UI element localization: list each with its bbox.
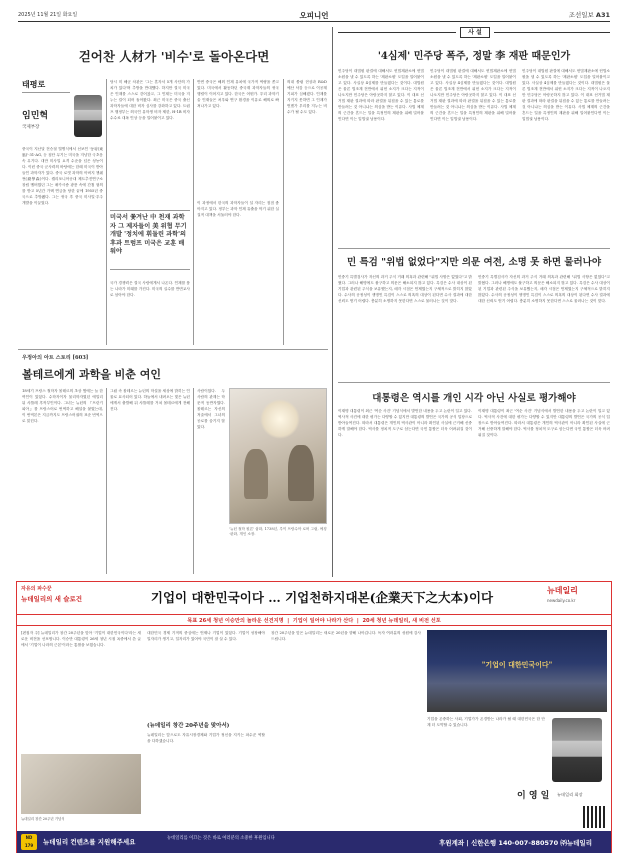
- ad-logo: [547, 585, 607, 609]
- editorial1-body-a: 민주당이 대법원 판결에 대해서도 헌법재판소에 헌법소원을 낼 수 있도록 하는 '재판소원' 도입을 밀어붙이고 있다. 사실상 4심제를 만들겠다는 것이다. 대법원은 물론 법조계 전반에서 위헌 소지가 크다는 지적이 나오지만 민주당은 아랑곳하지 않고 있다. 이 대표 선거법 재판 결과에 따라 판결을 뒤집을 수 있는 통로를 만들려는 것 아니냐는 의심을 받는 이유다. 사법 체계의 근간을 흔드는 일을 특정인의 재판을 위해 밀어붙인다면 이는 입법권 남용이다.: [338, 69, 424, 121]
- column-label: 태평로: [22, 79, 46, 89]
- art-illustration: [229, 388, 327, 524]
- ad-subheads: 목표 26세 청년 이승만의 놀라운 선견지명 | 기업이 일어야 나라가 산다 | 20세 청년 뉴데일리, 새 비전 선포: [17, 614, 611, 626]
- nd-badge-number: 179: [24, 843, 34, 848]
- art-title: 볼테르에게 과학을 비춘 여인: [22, 368, 161, 381]
- column-body-5: 국가 경쟁력은 결국 사람에게서 나온다. 인재를 품는 나라가 미래를 가진다. 미국의 실수를 반면교사로 삼아야 한다.: [110, 281, 190, 297]
- editorial1-body-b: 민주당이 대법원 판결에 대해서도 헌법재판소에 헌법소원을 낼 수 있도록 하는 '재판소원' 도입을 밀어붙이고 있다. 사실상 4심제를 만들겠다는 것이다. 대법원은 물론 법조계 전반에서 위헌 소지가 크다는 지적이 나오지만 민주당은 아랑곳하지 않고 있다. 이 대표 선거법 재판 결과에 따라 판결을 뒤집을 수 있는 통로를 만들려는 것 아니냐는 의심을 받는 이유다. 사법 체계의 근간을 흔드는 일을 특정인의 재판을 위해 밀어붙인다면 이는 입법권 남용이다.: [430, 69, 516, 121]
- advertisement: [16, 581, 612, 853]
- editorial-label: 사 설: [460, 27, 490, 38]
- ad-footer-brand: 뉴데일리 컨텐츠를 지원해주세요: [43, 838, 136, 846]
- section-divider: [18, 349, 328, 350]
- nd-badge: [21, 834, 37, 850]
- editorial2-body-b: 민중기 특별검사가 자신의 과거 주식 거래 의혹과 관련해 "위법 사항은 없었다"고 밝혔다. 그러나 해명에도 불구하고 의문은 해소되지 않고 있다. 특검은 수사 대상이 된 기업과 관련된 주식을 보유했는지, 매각 시점은 언제였는지 구체적으로 밝히지 않았다. 수사의 공정성이 생명인 특검이 스스로 의혹의 대상이 된다면 수사 결과에 대한 신뢰도 얻기 어렵다. 충분히 소명하지 못한다면 스스로 물러나는 것이 맞다.: [478, 275, 610, 303]
- column-body-3: 반면 중국은 해외 인재 유치에 국가적 역량을 쏟고 있다. 미국에서 활동하던 중국계 과학자들의 귀국 행렬이 이어지고 있다. 한국은 어떤가. 우리 과학기술 인재들은 처우와 연구 환경을 이유로 해외로 빠져나가고 있다.: [197, 80, 279, 108]
- column-body-4: 의대 쏠림 현상과 R&D 예산 삭감 등으로 이공계 기피가 심해졌다. 인재를 지키지 못하면 그 인재가 언젠가 우리를 겨누는 비수가 될 수도 있다.: [287, 80, 327, 114]
- ad-photo-note: 뉴데일리 창간 20주년 기념식: [21, 817, 65, 821]
- column-body-6: 이 과정에서 한국의 과학자들이 설 자리는 점점 좁아지고 있다. 정부는 과학 인재 유출을 막기 위한 실질적 대책을 서둘러야 한다.: [197, 201, 279, 217]
- column-divider: [283, 79, 284, 345]
- column-title: 걷어찬 人材가 '비수'로 돌아온다면: [78, 49, 270, 64]
- qr-code[interactable]: [583, 806, 605, 828]
- column-divider: [106, 388, 107, 574]
- figure-left: [244, 449, 268, 499]
- editorial3-body-b: 이재명 대통령이 최근 '여순 사건' 기념식에서 발언한 내용을 두고 논란이 일고 있다. 역사적 사건에 대한 평가는 다양할 수 있지만 대통령의 발언은 국가의 공식 입장으로 받아들여진다. 따라서 대통령은 개인의 역사관이 아니라 확인된 사실에 근거해 신중하게 말해야 한다. 역사를 정치적 도구로 삼는다면 국민 통합은 더욱 어려워질 것이다.: [478, 409, 610, 437]
- ad-photo-caption: "기업이 대한민국이다": [481, 660, 553, 669]
- ad-footer-bank: 후원계좌 | 신한은행 140-007-880570 ㈜뉴데일리: [439, 839, 592, 847]
- art-body-1: 18세기 프랑스 철학자 볼테르의 초상 옆에는 늘 한 여인이 있었다. 수학자이자 물리학자였던 에밀리 뒤 샤틀레 후작부인이다. 그녀는 뉴턴의 『프린키피아』를 프랑스어로 번역하고 해설을 붙였는데, 이 번역본은 지금까지도 프랑스어권의 표준 번역으로 읽힌다.: [22, 389, 103, 423]
- ad-footer-text: 뉴데일리를 이끄는 것은 바로 여러분의 소중한 후원입니다: [167, 836, 275, 841]
- ad-sub-2: 기업이 일어야 나라가 산다: [292, 618, 354, 624]
- ad-brand-sub: 뉴데일리의 새 슬로건: [21, 595, 83, 603]
- page-divider: [332, 27, 333, 577]
- ad-event-photo: [427, 630, 607, 712]
- author-photo: [74, 95, 102, 137]
- author-name: 임민혁: [22, 111, 49, 121]
- ad-signer-photo: [552, 718, 602, 782]
- column-body-1: 중국이 지난달 전승절 열병식에서 선보인 '둥펑(東風)'-31-AG, 등 첨단 무기는 미국을 겨냥한 극초음속 무기다. 대만 미사일 요격 수준을 넘은 성능이다. 이런 중국 군사력의 바탕에는 한때 미국이 받아들인 과학자가 있다. 중국 로켓 과학의 아버지 첸쉐썬(錢學森)이다. 캘리포니아공대 제트추진연구소 창립 멤버였던 그는 매카시즘 광풍 속에 간첩 혐의를 받고 5년간 가택 연금을 당한 끝에 1955년 중국으로 추방됐다. 그는 귀국 후 중국 미사일·우주 개발을 이끌었다.: [22, 147, 103, 205]
- column-divider: [193, 388, 194, 574]
- ad-bank-account[interactable]: 140-007-880570: [498, 839, 559, 847]
- light-burst: [260, 399, 300, 439]
- column-divider: [193, 79, 194, 345]
- art-kicker-text: 우정아의 아트 스토리: [22, 355, 71, 361]
- editorial3-title: 대통령은 역시를 개인 시각 아닌 사실로 평가해야: [372, 393, 576, 404]
- art-body-3: 사람이었다. 두 사람의 관계는 학문적 동반자였다. 볼테르는 자신의 저술에서 그녀의 공로를 숨기지 않았다.: [197, 389, 225, 429]
- issue-date: 2025년 11월 21일 화요일: [18, 12, 78, 18]
- ad-body-5: 기업을 존중하는 사회, 기업가가 존경받는 나라가 될 때 대한민국은 한 단계 더 도약할 수 있습니다.: [427, 717, 545, 727]
- art-caption: '뉴턴 철학 원론' 삽화, 1738년, 루이 프랑수아 로버 그림, 에칭·판화, 개인 소장.: [229, 527, 327, 536]
- ad-bank-label: 후원계좌: [439, 839, 465, 847]
- art-kicker: 우정아의 아트 스토리 [603]: [22, 355, 89, 361]
- editorial-divider: [338, 248, 610, 249]
- figure-right: [288, 445, 314, 501]
- ad-signature: 이 영 일: [517, 791, 550, 801]
- ad-bank-name: 신한은행: [471, 839, 497, 847]
- nd-badge-label: ND: [25, 835, 33, 840]
- ad-signature-title: 뉴데일리 회장: [557, 792, 583, 797]
- ad-body-2: 대한민국 경제 기적의 중심에는 언제나 기업이 있었다. 기업이 성장해야 일자리가 생기고, 일자리가 있어야 국민이 잘 살 수 있다.: [147, 631, 265, 641]
- editorial-rule: [494, 32, 610, 33]
- ad-document-photo: [21, 754, 141, 814]
- column-body-2: 당시 미 해군 차관은 '그는 혼자서 5개 사단의 가치가 있다'며 추방을 반대했다. 하지만 결국 미국은 인재를 스스로 걷어찼고, 그 인재는 미국을 겨누는 칼이 되어 돌아왔다. 최근 미국은 중국 출신 과학자들에 대한 비자 심사를 강화하고 있다. 트럼프 행정부는 외국인 유학생 비자 제한, H-1B 비자 수수료 대폭 인상 등을 밀어붙이고 있다.: [110, 80, 190, 120]
- ad-bank-holder: ㈜뉴데일리: [560, 839, 592, 847]
- ad-sub-1: 목표 26세 청년 이승만의 놀라운 선견지명: [187, 618, 284, 624]
- ad-logo-text: 뉴데일리: [547, 586, 578, 595]
- divider: [22, 92, 70, 93]
- column-subhead: 미국서 쫓겨난 中 천재 과학자 그 제자들이 美 위협 무기 개발 '정치에 휘둘린 과학'의 후과 트럼프 미국은 교훈 배워야: [110, 210, 190, 270]
- ad-body-1: [편집자 주] 뉴데일리가 창간 20주년을 맞아 '기업이 대한민국이다'라는 새로운 비전을 선포합니다. 이승만 대통령이 26세 청년 시절 옥중에서 쓴 글에서 '기업이 나라의 근본'이라는 통찰을 보였습니다.: [21, 631, 141, 647]
- editorial2-title: 민 특검 "위법 없었다"지만 의문 여전, 소명 못 하면 물러나야: [346, 257, 602, 268]
- column-divider: [106, 79, 107, 345]
- ad-body-4: 창간 20주년을 맞은 뉴데일리는 새로운 20년을 향해 나아갑니다. 독자 여러분의 성원에 감사드립니다.: [271, 631, 421, 641]
- ad-brand-top: 자유의 파수꾼: [21, 586, 52, 592]
- ad-logo-url: newdaily.co.kr: [547, 598, 576, 603]
- editorial1-body-c: 민주당이 대법원 판결에 대해서도 헌법재판소에 헌법소원을 낼 수 있도록 하는 '재판소원' 도입을 밀어붙이고 있다. 사실상 4심제를 만들겠다는 것이다. 대법원은 물론 법조계 전반에서 위헌 소지가 크다는 지적이 나오지만 민주당은 아랑곳하지 않고 있다. 이 대표 선거법 재판 결과에 따라 판결을 뒤집을 수 있는 통로를 만들려는 것 아니냐는 의심을 받는 이유다. 사법 체계의 근간을 흔드는 일을 특정인의 재판을 위해 밀어붙인다면 이는 입법권 남용이다.: [522, 69, 610, 121]
- editorial1-title: '4심제' 민주당 폭주, 정말 李 재판 때문인가: [377, 51, 571, 62]
- editorial2-body-a: 민중기 특별검사가 자신의 과거 주식 거래 의혹과 관련해 "위법 사항은 없었다"고 밝혔다. 그러나 해명에도 불구하고 의문은 해소되지 않고 있다. 특검은 수사 대상이 된 기업과 관련된 주식을 보유했는지, 매각 시점은 언제였는지 구체적으로 밝히지 않았다. 수사의 공정성이 생명인 특검이 스스로 의혹의 대상이 된다면 수사 결과에 대한 신뢰도 얻기 어렵다. 충분히 소명하지 못한다면 스스로 물러나는 것이 맞다.: [338, 275, 472, 303]
- art-kicker-number: 603: [74, 355, 86, 361]
- author-title: 국제부장: [22, 125, 40, 130]
- page-header: [18, 8, 610, 22]
- editorial3-body-a: 이재명 대통령이 최근 '여순 사건' 기념식에서 발언한 내용을 두고 논란이 일고 있다. 역사적 사건에 대한 평가는 다양할 수 있지만 대통령의 발언은 국가의 공식 입장으로 받아들여진다. 따라서 대통령은 개인의 역사관이 아니라 확인된 사실에 근거해 신중하게 말해야 한다. 역사를 정치적 도구로 삼는다면 국민 통합은 더욱 어려워질 것이다.: [338, 409, 472, 437]
- section-name: 오피니언: [299, 11, 329, 20]
- art-body-2: 그림 속 볼테르는 뉴턴의 학설을 세상에 밝히는 인물로 묘사되어 있다. 하늘에서 내려오는 빛은 뉴턴에게서 출발해 뒤 샤틀레를 거쳐 볼테르에게 전해진다.: [110, 389, 190, 411]
- ad-highlight: (뉴데일리 창간 20주년을 맞아서): [147, 723, 230, 729]
- ad-body-3: 뉴데일리는 앞으로도 자유시장경제와 기업가 정신을 지키는 파수꾼 역할을 다하겠습니다.: [147, 733, 265, 743]
- editorial-rule: [338, 32, 456, 33]
- page-number: A31: [595, 11, 610, 19]
- paper-and-page: [569, 10, 610, 19]
- ad-footer: [17, 831, 611, 853]
- ad-headline: 기업이 대한민국이다 … 기업천하지대본(企業天下之大本)이다: [101, 584, 543, 612]
- editorial-divider: [338, 382, 610, 383]
- paper-name: 조선일보: [568, 11, 594, 19]
- ad-sub-3: 20세 청년 뉴데일리, 새 비전 선포: [362, 618, 441, 624]
